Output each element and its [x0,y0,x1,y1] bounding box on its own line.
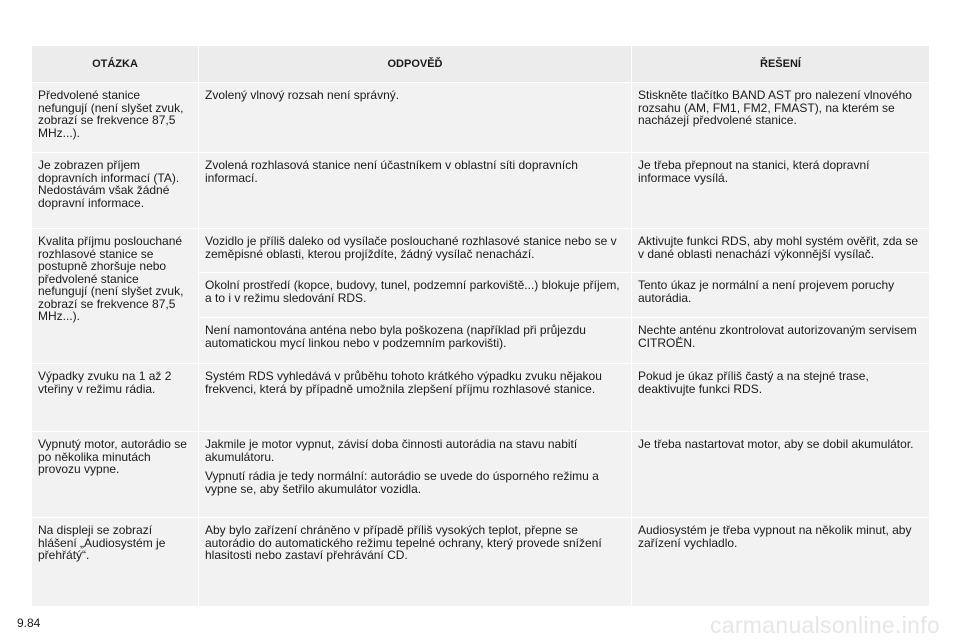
table-row [32,83,930,153]
question-cell: Předvolené stanice nefungují (není slyšet zvuk, zobrazí se frekvence 87,5 MHz...). [32,83,199,153]
solution-cell: Je třeba přepnout na stanici, která dopravní informace vysílá. [632,153,930,229]
answer-paragraph: Jakmile je motor vypnut, závisí doba činnosti autorádia na stavu nabití akumulátoru. [205,437,578,464]
answer-cell: Vozidlo je příliš daleko od vysílače poslouchané rozhlasové stanice nebo se v zeměpisné oblasti, kterou projíždíte, žádný vysílač nenachází. [199,229,632,273]
header-answer: ODPOVĚĎ [199,46,632,83]
troubleshooting-table [31,45,930,607]
solution-cell: Je třeba nastartovat motor, aby se dobil akumulátor. [632,432,930,518]
table-row [32,229,930,273]
solution-cell: Pokud je úkaz příliš častý a na stejné trase, deaktivujte funkci RDS. [632,364,930,432]
question-cell: Je zobrazen příjem dopravních informací (TA). Nedostávám však žádné dopravní informace. [32,153,199,229]
answer-cell: Zvolený vlnový rozsah není správný. [199,83,632,153]
header-question: OTÁZKA [32,46,199,83]
answer-cell: Systém RDS vyhledává v průběhu tohoto krátkého výpadku zvuku nějakou frekvenci, která by případně umožnila zlepšení příjmu rozhlasové stanice. [199,364,632,432]
table-row [32,364,930,432]
question-cell: Vypnutý motor, autorádio se po několika minutách provozu vypne. [32,432,199,518]
answer-cell: Zvolená rozhlasová stanice není účastníkem v oblastní síti dopravních informací. [199,153,632,229]
table-row [32,153,930,229]
answer-cell: Okolní prostředí (kopce, budovy, tunel, podzemní parkoviště...) blokuje příjem, a to i v režimu sledování RDS. [199,273,632,318]
answer-cell [199,432,632,518]
page-number: 9.84 [17,616,41,630]
solution-cell: Tento úkaz je normální a není projevem poruchy autorádia. [632,273,930,318]
watermark: carmanualsonline.info [709,612,940,638]
question-cell: Kvalita příjmu poslouchané rozhlasové stanice se postupně zhoršuje nebo předvolené stanice nefungují (není slyšet zvuk, zobrazí se frekvence 87,5 MHz...). [32,229,199,364]
table-row [32,432,930,518]
table-header-row [32,46,930,83]
answer-paragraph: Vypnutí rádia je tedy normální: autorádio se uvede do úsporného režimu a vypne se, aby šetřilo akumulátor vozidla. [205,469,599,496]
solution-cell: Audiosystém je třeba vypnout na několik minut, aby zařízení vychladlo. [632,518,930,607]
question-cell: Výpadky zvuku na 1 až 2 vteřiny v režimu rádia. [32,364,199,432]
header-solution: ŘEŠENÍ [632,46,930,83]
answer-cell: Není namontována anténa nebo byla poškozena (například při průjezdu automatickou mycí linkou nebo v podzemním parkovišti). [199,318,632,364]
question-cell: Na displeji se zobrazí hlášení „Audiosystém je přehřátý“. [32,518,199,607]
solution-cell: Stiskněte tlačítko BAND AST pro nalezení vlnového rozsahu (AM, FM1, FM2, FMAST), na kterém se nacházejí předvolené stanice. [632,83,930,153]
table-row [32,518,930,607]
solution-cell: Aktivujte funkci RDS, aby mohl systém ověřit, zda se v dané oblasti nenachází výkonnější vysílač. [632,229,930,273]
answer-cell: Aby bylo zařízení chráněno v případě příliš vysokých teplot, přepne se autorádio do automatického režimu tepelné ochrany, který provede snížení hlasitosti nebo zastaví přehrávání CD. [199,518,632,607]
solution-cell: Nechte anténu zkontrolovat autorizovaným servisem CITROËN. [632,318,930,364]
